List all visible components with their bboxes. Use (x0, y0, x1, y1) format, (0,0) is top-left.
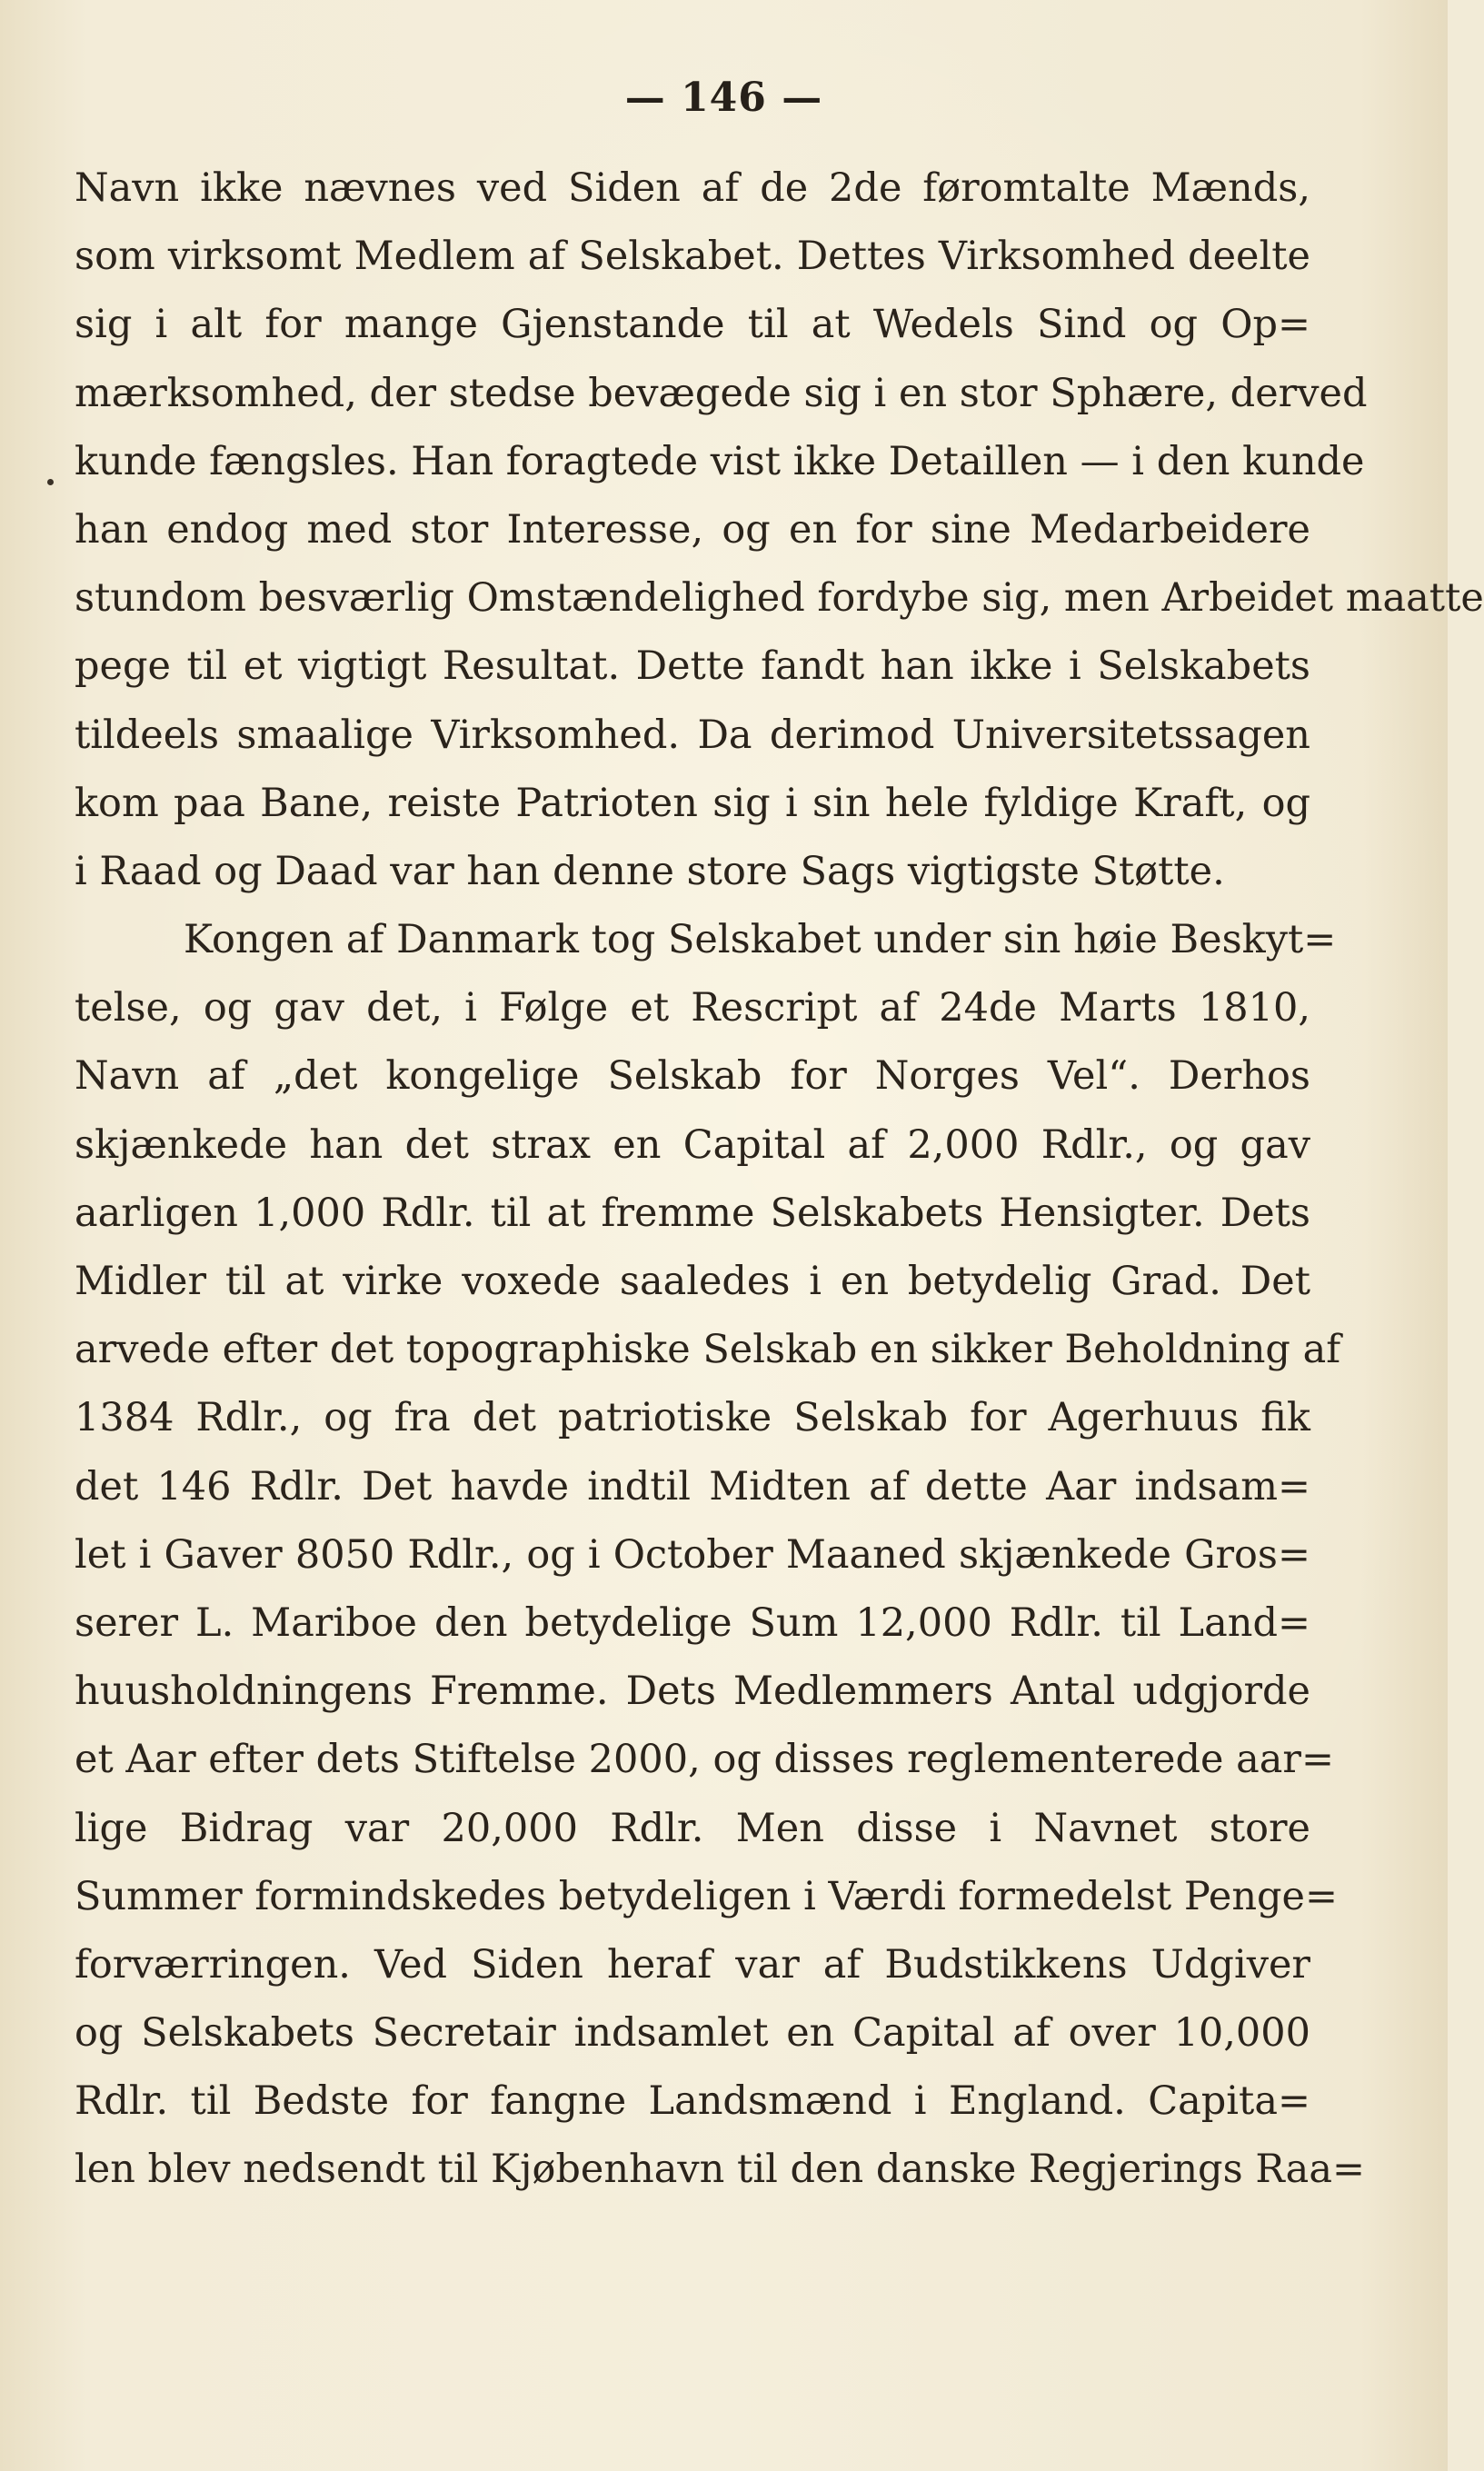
text-line: mærksomhed, der stedse bevægede sig i en stor Sphære, derved (75, 370, 1368, 416)
text-line: skjænkede han det strax en Capital af 2,000 Rdlr., og gav (75, 1121, 1310, 1168)
text-line: Summer formindskedes betydeligen i Værdi formedelst Penge= (75, 1873, 1339, 1919)
text-line: og Selskabets Secretair indsamlet en Capital af over 10,000 (75, 2010, 1310, 2057)
text-line: 1384 Rdlr., og fra det patriotiske Selskab for Agerhuus fik (75, 1395, 1310, 1441)
text-line: pege til et vigtigt Resultat. Dette fandt han ikke i Selskabets (75, 643, 1310, 690)
text-line: arvede efter det topographiske Selskab en sikker Beholdning af (75, 1327, 1341, 1373)
text-line: et Aar efter dets Stiftelse 2000, og disses reglementerede aar= (75, 1737, 1334, 1783)
text-line: telse, og gav det, i Følge et Rescript af 24de Marts 1810, (75, 985, 1310, 1031)
text-line: aarligen 1,000 Rdlr. til at fremme Selskabets Hensigter. Dets (75, 1190, 1310, 1236)
text-line: len blev nedsendt til Kjøbenhavn til den danske Regjerings Raa= (75, 2147, 1365, 2193)
text-line: i Raad og Daad var han denne store Sags vigtigste Støtte. (75, 848, 1225, 894)
text-line: forværringen. Ved Siden heraf var af Budstikkens Udgiver (75, 1941, 1310, 1988)
text-line: som virksomt Medlem af Selskabet. Dettes Virksomhed deelte (75, 234, 1310, 280)
text-line: huusholdningens Fremme. Dets Medlemmers Antal udgjorde (75, 1669, 1310, 1715)
text-line: stundom besværlig Omstændelighed fordybe sig, men Arbeidet maatte (75, 575, 1484, 622)
text-line: Navn ikke nævnes ved Siden af de 2de føromtalte Mænds, (75, 165, 1310, 211)
margin-dot (47, 479, 54, 485)
text-line: Kongen af Danmark tog Selskabet under sin høie Beskyt= (184, 917, 1337, 963)
text-line: Midler til at virke voxede saaledes i en betydelig Grad. Det (75, 1259, 1310, 1304)
body-text (75, 154, 1484, 2205)
text-line: kunde fængsles. Han foragtede vist ikke Detaillen — i den kunde (75, 438, 1365, 484)
text-line: serer L. Mariboe den betydelige Sum 12,000 Rdlr. til Land= (75, 1599, 1310, 1646)
text-line: Navn af „det kongelige Selskab for Norges Vel“. Derhos (75, 1053, 1310, 1100)
text-line: tildeels smaalige Virksomhed. Da derimod Universitetssagen (75, 712, 1310, 758)
text-line: kom paa Bane, reiste Patrioten sig i sin hele fyldige Kraft, og (75, 780, 1310, 826)
text-line: det 146 Rdlr. Det havde indtil Midten af dette Aar indsam= (75, 1463, 1310, 1510)
text-line: sig i alt for mange Gjenstande til at Wedels Sind og Op= (75, 302, 1310, 348)
text-line: lige Bidrag var 20,000 Rdlr. Men disse i Navnet store (75, 1805, 1310, 1851)
page-number: — 146 — (624, 75, 823, 121)
text-line: Rdlr. til Bedste for fangne Landsmænd i England. Capita= (75, 2078, 1310, 2125)
text-line: han endog med stor Interesse, og en for sine Medarbeidere (75, 506, 1310, 553)
text-line: let i Gaver 8050 Rdlr., og i October Maaned skjænkede Gros= (75, 1531, 1310, 1578)
